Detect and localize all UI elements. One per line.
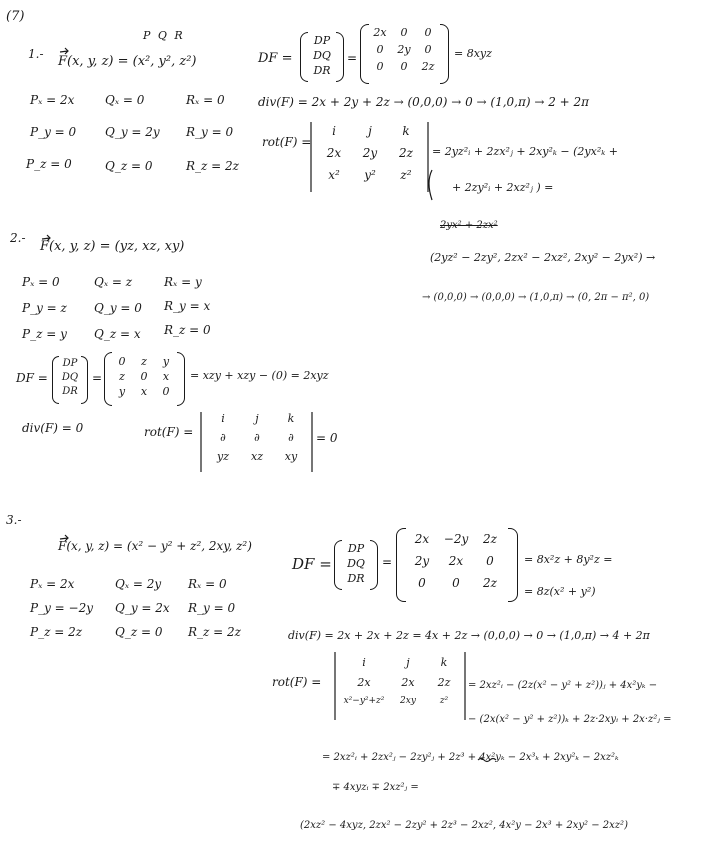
field-definition: F(x, y, z) = (x² − y² + z², 2xy, z²): [58, 539, 252, 553]
matrix-cell: ∂: [288, 431, 294, 444]
equals-sign: =: [92, 371, 103, 385]
matrix-cell: y²: [364, 168, 376, 182]
dq-entry: DQ: [61, 372, 79, 383]
matrix-cell: z²: [439, 696, 449, 706]
matrix-cell: j: [406, 656, 410, 669]
matrix-cell: 0: [452, 576, 460, 590]
paren-right: [440, 24, 449, 84]
partial-qx: Qₓ = 0: [105, 93, 145, 107]
rotational-expansion-2: + 2zy²ᵢ + 2xz²ⱼ ) =: [452, 181, 554, 194]
partial-pz: P_z = 2z: [30, 625, 83, 639]
partial-rx: Rₓ = 0: [188, 577, 227, 591]
dq-entry: DQ: [313, 49, 331, 62]
partial-px: Pₓ = 2x: [30, 93, 75, 107]
equals-sign: =: [382, 555, 393, 569]
rotational-label: rot(F) =: [272, 675, 322, 689]
partial-qz: Q_z = 0: [105, 159, 153, 173]
matrix-cell: y: [118, 385, 126, 398]
jacobian-determinant: = xzy + xzy − (0) = 2xyz: [190, 369, 329, 382]
matrix-cell: 2z: [483, 532, 497, 546]
rotational-expansion-1: = 2yz²ᵢ + 2zx²ⱼ + 2xy²ₖ − (2yx²ₖ +: [432, 145, 618, 158]
jacobian-label: DF =: [16, 371, 48, 385]
matrix-cell: xz: [251, 450, 263, 463]
matrix-cell: k: [440, 656, 448, 669]
rotational-evaluation: → (0,0,0) → (0,0,0) → (1,0,π) → (0, 2π − π², 0): [422, 292, 650, 303]
paren-right: [177, 352, 185, 406]
matrix-cell: 0: [162, 385, 170, 398]
partial-rx: Rₓ = 0: [186, 93, 225, 107]
rotational-expansion-2: − (2x(x² − y² + z²))ₖ + 2z·2xyᵢ + 2x·z²ⱼ =: [468, 714, 672, 725]
matrix-cell: z: [141, 355, 147, 368]
partial-qz: Q_z = 0: [115, 625, 163, 639]
matrix-cell: 2z: [483, 576, 497, 590]
jacobian-label: DF =: [258, 51, 293, 66]
rotational-vector: (2xz² − 4xyz, 2zx² − 2zy² + 2z³ − 2xz², 4x²y − 2x³ + 2xy² − 2xz²): [300, 820, 628, 831]
matrix-cell: ∂: [220, 431, 226, 444]
matrix-cell: x: [140, 385, 148, 398]
partial-ry: R_y = x: [164, 299, 211, 313]
rotational-expansion-3: = 2xz²ᵢ + 2zx²ⱼ − 2zy²ⱼ + 2z³ + 4x²yₖ − 2x³ₖ + 2xy²ₖ − 2xz²ₖ: [322, 752, 619, 763]
dq-entry: DQ: [347, 557, 365, 570]
dpqr-vector: [58, 358, 82, 400]
matrix-cell: 0: [400, 26, 408, 39]
matrix-cell: 0: [418, 576, 426, 590]
rotational-matrix: [316, 124, 424, 190]
matrix-cell: 2z: [399, 146, 413, 160]
partial-qz: Q_z = x: [94, 327, 141, 341]
partial-pz: P_z = 0: [26, 157, 72, 171]
matrix-cell: j: [368, 124, 372, 138]
matrix-cell: 2x: [357, 676, 371, 689]
partial-qx: Qₓ = z: [94, 275, 133, 289]
matrix-cell: 0: [118, 355, 126, 368]
partial-qx: Qₓ = 2y: [115, 577, 162, 591]
matrix-cell: 2z: [437, 676, 451, 689]
partial-qy: Q_y = 2x: [115, 601, 170, 615]
matrix-cell: x²−y²+z²: [343, 696, 385, 706]
partial-py: P_y = 0: [30, 125, 77, 139]
rotational-expansion-1: = 2xz²ᵢ − (2z(x² − y² + z²))ⱼ + 4x²yₖ −: [468, 680, 658, 691]
jacobian-factored: = 8z(x² + y²): [524, 585, 596, 598]
matrix-cell: 2x: [326, 146, 342, 160]
matrix-cell: 0: [376, 60, 384, 73]
divergence-line: div(F) = 2x + 2x + 2z = 4x + 2z → (0,0,0) → 0 → (1,0,π) → 4 + 2π: [288, 629, 650, 642]
dr-entry: DR: [347, 572, 365, 585]
exercise-3-number: 3.-: [6, 513, 22, 527]
matrix-cell: 2y: [414, 554, 430, 568]
partial-rz: R_z = 2z: [186, 159, 239, 173]
matrix-cell: −2y: [443, 532, 469, 546]
rotational-matrix: [206, 412, 308, 469]
jacobian-determinant: = 8x²z + 8y²z =: [524, 553, 613, 566]
matrix-cell: z²: [400, 168, 412, 182]
paren-right: [508, 528, 518, 602]
rotational-label: rot(F) =: [144, 425, 194, 439]
partial-py: P_y = −2y: [30, 601, 94, 615]
exercise-1-number: 1.-: [28, 47, 44, 61]
matrix-cell: xy: [284, 450, 298, 463]
matrix-cell: 2y: [362, 146, 378, 160]
matrix-cell: 0: [376, 43, 384, 56]
partial-px: Pₓ = 0: [22, 275, 60, 289]
matrix-cell: 2x: [414, 532, 430, 546]
matrix-cell: y: [162, 355, 170, 368]
partial-pz: P_z = y: [22, 327, 67, 341]
matrix-cell: i: [362, 656, 366, 669]
matrix-cell: i: [332, 124, 336, 138]
matrix-cell: 2xy: [400, 696, 416, 706]
matrix-cell: 0: [140, 370, 148, 383]
dp-entry: DP: [313, 34, 331, 47]
matrix-cell: 2z: [421, 60, 435, 73]
jacobian-matrix: [111, 355, 177, 400]
struck-term: 2yx² + 2zx²: [440, 220, 498, 231]
matrix-cell: 2x: [448, 554, 464, 568]
partial-ry: R_y = 0: [186, 125, 234, 139]
equals-sign: =: [347, 51, 358, 65]
field-definition: F(x, y, z) = (x², y², z²): [58, 54, 197, 69]
paren-right: [370, 540, 378, 590]
field-definition: F(x, y, z) = (yz, xz, xy): [40, 239, 185, 254]
rotational-label: rot(F) =: [262, 135, 312, 149]
rotational-vector: (2yz² − 2zy², 2zx² − 2xz², 2xy² − 2yx²) →: [430, 251, 656, 264]
rotational-expansion-4: ∓ 4xyzᵢ ∓ 2xz²ⱼ =: [332, 782, 419, 793]
matrix-cell: yz: [216, 450, 229, 463]
matrix-cell: 0: [400, 60, 408, 73]
dr-entry: DR: [62, 386, 78, 397]
rotational-matrix: [338, 656, 462, 716]
matrix-cell: i: [221, 412, 225, 425]
paren-right: [336, 32, 344, 82]
dp-entry: DP: [62, 358, 78, 369]
jacobian-matrix: [405, 532, 507, 598]
dp-entry: DP: [347, 542, 365, 555]
matrix-cell: 2y: [397, 43, 411, 56]
problem-number: (7): [6, 9, 25, 24]
matrix-cell: ∂: [254, 431, 260, 444]
dpqr-vector: [307, 34, 337, 79]
partial-rz: R_z = 0: [164, 323, 211, 337]
matrix-cell: 0: [486, 554, 494, 568]
matrix-cell: j: [255, 412, 259, 425]
divergence-line: div(F) = 2x + 2y + 2z → (0,0,0) → 0 → (1,0,π) → 2 + 2π: [258, 95, 590, 109]
dpqr-vector: [341, 542, 371, 587]
matrix-cell: 0: [424, 43, 432, 56]
dr-entry: DR: [313, 64, 331, 77]
partial-py: P_y = z: [22, 301, 67, 315]
partial-qy: Q_y = 2y: [105, 125, 160, 139]
matrix-cell: k: [287, 412, 295, 425]
matrix-cell: x: [162, 370, 170, 383]
partial-ry: R_y = 0: [188, 601, 236, 615]
matrix-cell: z: [119, 370, 125, 383]
matrix-cell: 2x: [373, 26, 387, 39]
rotational-result: = 0: [316, 431, 338, 445]
partial-rx: Rₓ = y: [164, 275, 202, 289]
matrix-cell: 0: [424, 26, 432, 39]
jacobian-matrix: [368, 26, 440, 77]
divergence-line: div(F) = 0: [22, 421, 84, 435]
jacobian-label: DF =: [292, 555, 332, 573]
jacobian-determinant: = 8xyz: [454, 47, 492, 60]
partial-rz: R_z = 2z: [188, 625, 241, 639]
matrix-cell: k: [402, 124, 410, 138]
matrix-cell: 2x: [401, 676, 415, 689]
matrix-cell: x²: [328, 168, 340, 182]
partial-px: Pₓ = 2x: [30, 577, 75, 591]
paren-right: [81, 356, 88, 404]
pqr-label: P Q R: [143, 29, 185, 42]
exercise-2-number: 2.-: [10, 231, 26, 245]
brace-stroke: [429, 170, 432, 200]
partial-qy: Q_y = 0: [94, 301, 142, 315]
